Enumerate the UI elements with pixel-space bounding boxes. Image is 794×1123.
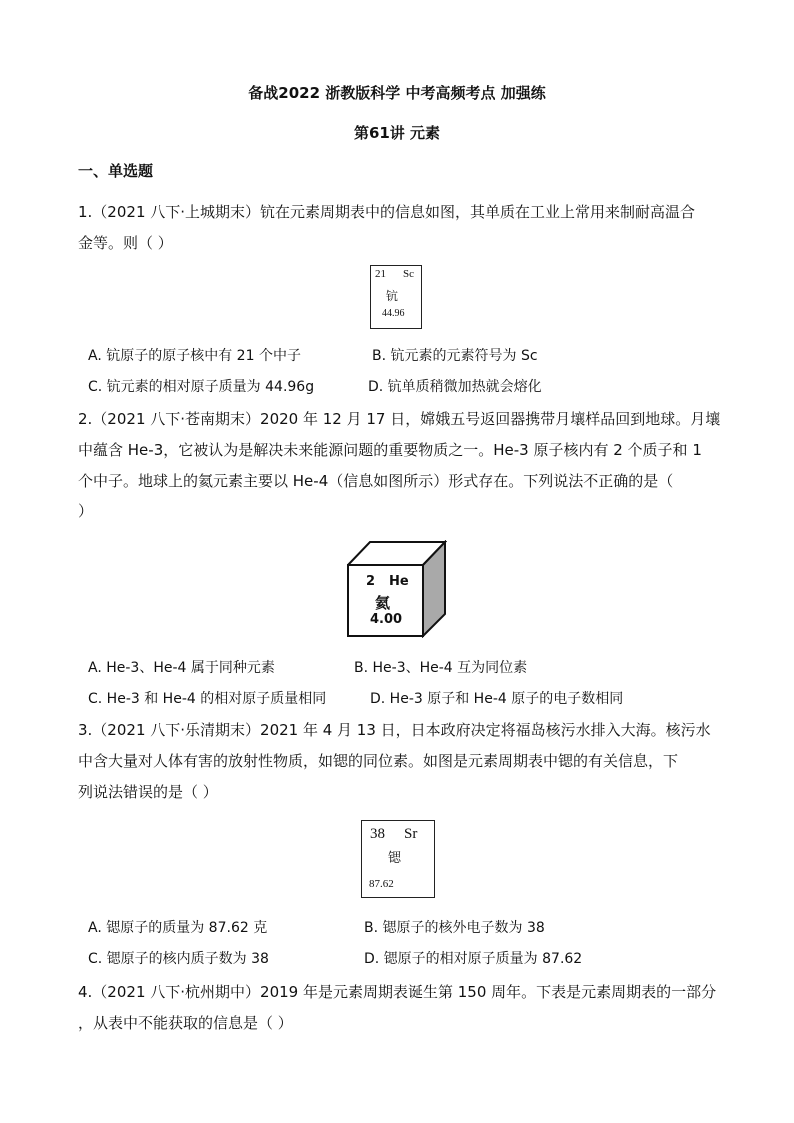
q2-option-d: D. He-3 原子和 He-4 原子的电子数相同: [370, 691, 624, 707]
q3-option-b: B. 锶原子的核外电子数为 38: [364, 920, 545, 936]
question-1-text-line-2: 金等。则（ ）: [78, 234, 173, 252]
question-3-text-line-2: 中含大量对人体有害的放射性物质，如锶的同位素。如图是元素周期表中锶的有关信息，下: [78, 752, 679, 770]
q3-option-a: A. 锶原子的质量为 87.62 克: [88, 920, 268, 936]
section-heading: 一、单选题: [78, 162, 154, 180]
lesson-subtitle: 第61讲 元素: [353, 124, 441, 142]
q1-option-a: A. 钪原子的原子核中有 21 个中子: [88, 348, 301, 364]
atomic-mass: 44.96: [382, 308, 405, 319]
element-name: 锶: [388, 850, 402, 865]
question-3-text-line-3: 列说法错误的是（ ）: [78, 783, 218, 801]
strontium-element-tile: [361, 820, 435, 898]
atomic-number: 21: [375, 268, 386, 280]
q1-option-d: D. 钪单质稍微加热就会熔化: [368, 379, 542, 395]
q2-option-b: B. He-3、He-4 互为同位素: [354, 660, 528, 676]
element-symbol: He: [389, 574, 409, 589]
question-2-text-line-4: ）: [78, 502, 94, 520]
question-2-text-line-2: 中蕴含 He-3，它被认为是解决未来能源问题的重要物质之一。He-3 原子核内有 2 个质子和 1: [78, 441, 702, 459]
scandium-element-tile: [370, 265, 422, 329]
q2-option-c: C. He-3 和 He-4 的相对原子质量相同: [88, 691, 327, 707]
atomic-number: 38: [370, 826, 385, 842]
question-1-text-line-1: 1.（2021 八下·上城期末）钪在元素周期表中的信息如图，其单质在工业上常用来制耐高温合: [78, 203, 696, 221]
q1-option-c: C. 钪元素的相对原子质量为 44.96g: [88, 379, 315, 395]
element-symbol: Sr: [404, 826, 418, 842]
atomic-number: 2: [366, 574, 376, 589]
q1-option-b: B. 钪元素的元素符号为 Sc: [372, 348, 538, 364]
question-3-text-line-1: 3.（2021 八下·乐清期末）2021 年 4 月 13 日，日本政府决定将福岛核污水排入大海。核污水: [78, 721, 711, 739]
q3-option-c: C. 锶原子的核内质子数为 38: [88, 951, 269, 967]
atomic-mass: 4.00: [370, 612, 403, 627]
atomic-mass: 87.62: [369, 878, 394, 890]
question-2-text-line-1: 2.（2021 八下·苍南期末）2020 年 12 月 17 日，嫦娥五号返回器携带月壤样品回到地球。月壤: [78, 410, 721, 428]
document-title: 备战2022 浙教版科学 中考高频考点 加强练: [248, 84, 546, 102]
element-symbol: Sc: [403, 268, 414, 280]
helium-cube-tile: [347, 540, 447, 638]
element-name: 钪: [386, 289, 399, 303]
question-2-text-line-3: 个中子。地球上的氦元素主要以 He-4（信息如图所示）形式存在。下列说法不正确的是（: [78, 472, 674, 490]
q3-option-d: D. 锶原子的相对原子质量为 87.62: [364, 951, 583, 967]
question-4-text-line-1: 4.（2021 八下·杭州期中）2019 年是元素周期表诞生第 150 周年。下表是元素周期表的一部分: [78, 983, 717, 1001]
question-4-text-line-2: ，从表中不能获取的信息是（ ）: [78, 1014, 293, 1032]
q2-option-a: A. He-3、He-4 属于同种元素: [88, 660, 275, 676]
element-name: 氦: [375, 594, 391, 612]
